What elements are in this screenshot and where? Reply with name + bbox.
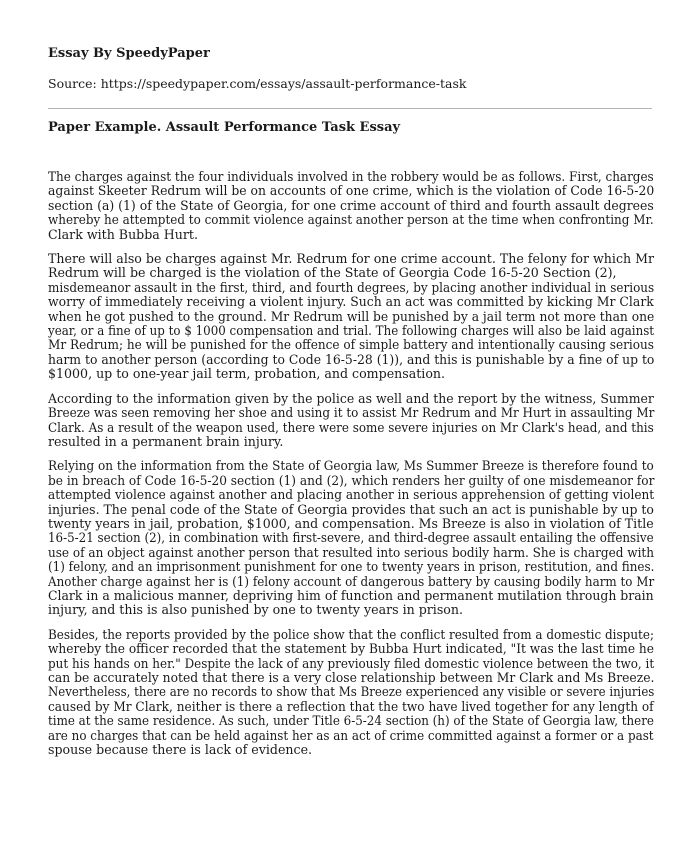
paragraph-line: year, or a fine of up to $ 1000 compensation and trial. The following charges will also be laid against [48, 323, 655, 339]
paragraph-line: when he got pushed to the ground. Mr Redrum will be punished by a jail term not more than one [48, 308, 655, 324]
paragraph-line: The charges against the four individuals involved in the robbery would be as follows. First, charges [48, 169, 654, 184]
essay-by-heading: Essay By SpeedyPaper [48, 46, 210, 61]
paragraph-line: There will also be charges against Mr. Redrum for one crime account. The felony for which Mr [48, 251, 655, 267]
paragraph-2 [48, 252, 660, 382]
paragraph-line: section (a) (1) of the State of Georgia, for one crime account of third and fourth assault degrees [48, 197, 654, 213]
paragraph-line: attempted violence against another and placing another in serious apprehension of getting violent [48, 487, 655, 503]
paragraph-line: 16-5-21 section (2), in combination with first-severe, and third-degree assault entailing the offensive [48, 530, 654, 546]
paragraph-line: Nevertheless, there are no records to show that Ms Breeze experienced any visible or severe injuries [48, 684, 655, 700]
paragraph-line: resulted in a permanent brain injury. [48, 433, 284, 449]
paragraph-line: against Skeeter Redrum will be on accounts of one crime, which is the violation of Code 16-5-20 [48, 183, 655, 199]
paragraph-line: Besides, the reports provided by the police show that the conflict resulted from a domestic dispute; [48, 626, 654, 642]
paragraph-line: caused by Mr Clark, neither is there a reflection that the two have lived together for any length of [48, 698, 654, 714]
paragraph-line: harm to another person (according to Code 16-5-28 (1)), and this is punishable by a fine of up to [48, 351, 655, 367]
paragraph-line: are no charges that can be held against her as an act of crime committed against a former or a past [48, 727, 654, 743]
essay-body [48, 170, 660, 767]
paragraph-line: twenty years in jail, probation, $1000, and compensation. Ms Breeze is also in violation of Title [48, 515, 654, 531]
paragraph-line: whereby he attempted to commit violence against another person at the time when confronting Mr. [48, 212, 654, 228]
paragraph-line: can be accurately noted that there is a very close relationship between Mr Clark and Ms Breeze. [48, 670, 655, 685]
paragraph-line: (1) felony, and an imprisonment punishment for one to twenty years in prison, restitution, and fines. [48, 559, 655, 575]
paragraph-line: put his hands on her." Despite the lack of any previously filed domestic violence between the two, it [48, 655, 655, 671]
header-divider [48, 108, 652, 109]
paragraph-line: Another charge against her is (1) felony account of dangerous battery by causing bodily harm to Mr [48, 573, 655, 589]
paragraph-line: time at the same residence. As such, under Title 6-5-24 section (h) of the State of Georgia law, there [48, 713, 654, 729]
paragraph-line: Clark with Bubba Hurt. [48, 226, 198, 242]
paragraph-line: be in breach of Code 16-5-20 section (1) and (2), which renders her guilty of one misdemeanor for [48, 472, 655, 488]
paragraph-line: According to the information given by the police as well and the report by the witness, Summer [48, 390, 654, 406]
paragraph-line: Clark. As a result of the weapon used, there were some severe injuries on Mr Clark's head, and this [48, 419, 654, 435]
paragraph-line: spouse because there is lack of evidence. [48, 742, 313, 758]
paragraph-line: use of an object against another person that resulted into serious bodily harm. She is charged with [48, 544, 655, 560]
paragraph-4 [48, 459, 660, 617]
source-line: Source: https://speedypaper.com/essays/assault-performance-task [48, 76, 467, 91]
paragraph-line: misdemeanor assault in the first, third, and fourth degrees, by placing another individual in serious [48, 279, 655, 295]
paragraph-line: $1000, up to one-year jail term, probation, and compensation. [48, 366, 446, 382]
paragraph-line: Redrum will be charged is the violation of the State of Georgia Code 16-5-20 Section (2), [48, 265, 617, 281]
paragraph-1 [48, 170, 660, 242]
paragraph-line: Relying on the information from the State of Georgia law, Ms Summer Breeze is therefore found to [48, 458, 654, 474]
paragraph-line: whereby the officer recorded that the statement by Bubba Hurt indicated, "It was the last time he [48, 641, 654, 657]
paragraph-line: injuries. The penal code of the State of Georgia provides that such an act is punishable by up to [48, 501, 654, 517]
paragraph-line: Mr Redrum; he will be punished for the offence of simple battery and intentionally causing serious [48, 337, 654, 353]
paragraph-line: Clark in a malicious manner, depriving him of function and permanent mutilation through brain [48, 587, 654, 603]
paragraph-line: Breeze was seen removing her shoe and using it to assist Mr Redrum and Mr Hurt in assaulting Mr [48, 405, 655, 421]
paragraph-5 [48, 628, 660, 758]
paper-title: Paper Example. Assault Performance Task Essay [48, 120, 401, 135]
paragraph-3 [48, 392, 660, 450]
paragraph-line: injury, and this is also punished by one to twenty years in prison. [48, 602, 463, 618]
paragraph-line: worry of immediately receiving a violent injury. Such an act was committed by kicking Mr Clark [48, 294, 654, 310]
